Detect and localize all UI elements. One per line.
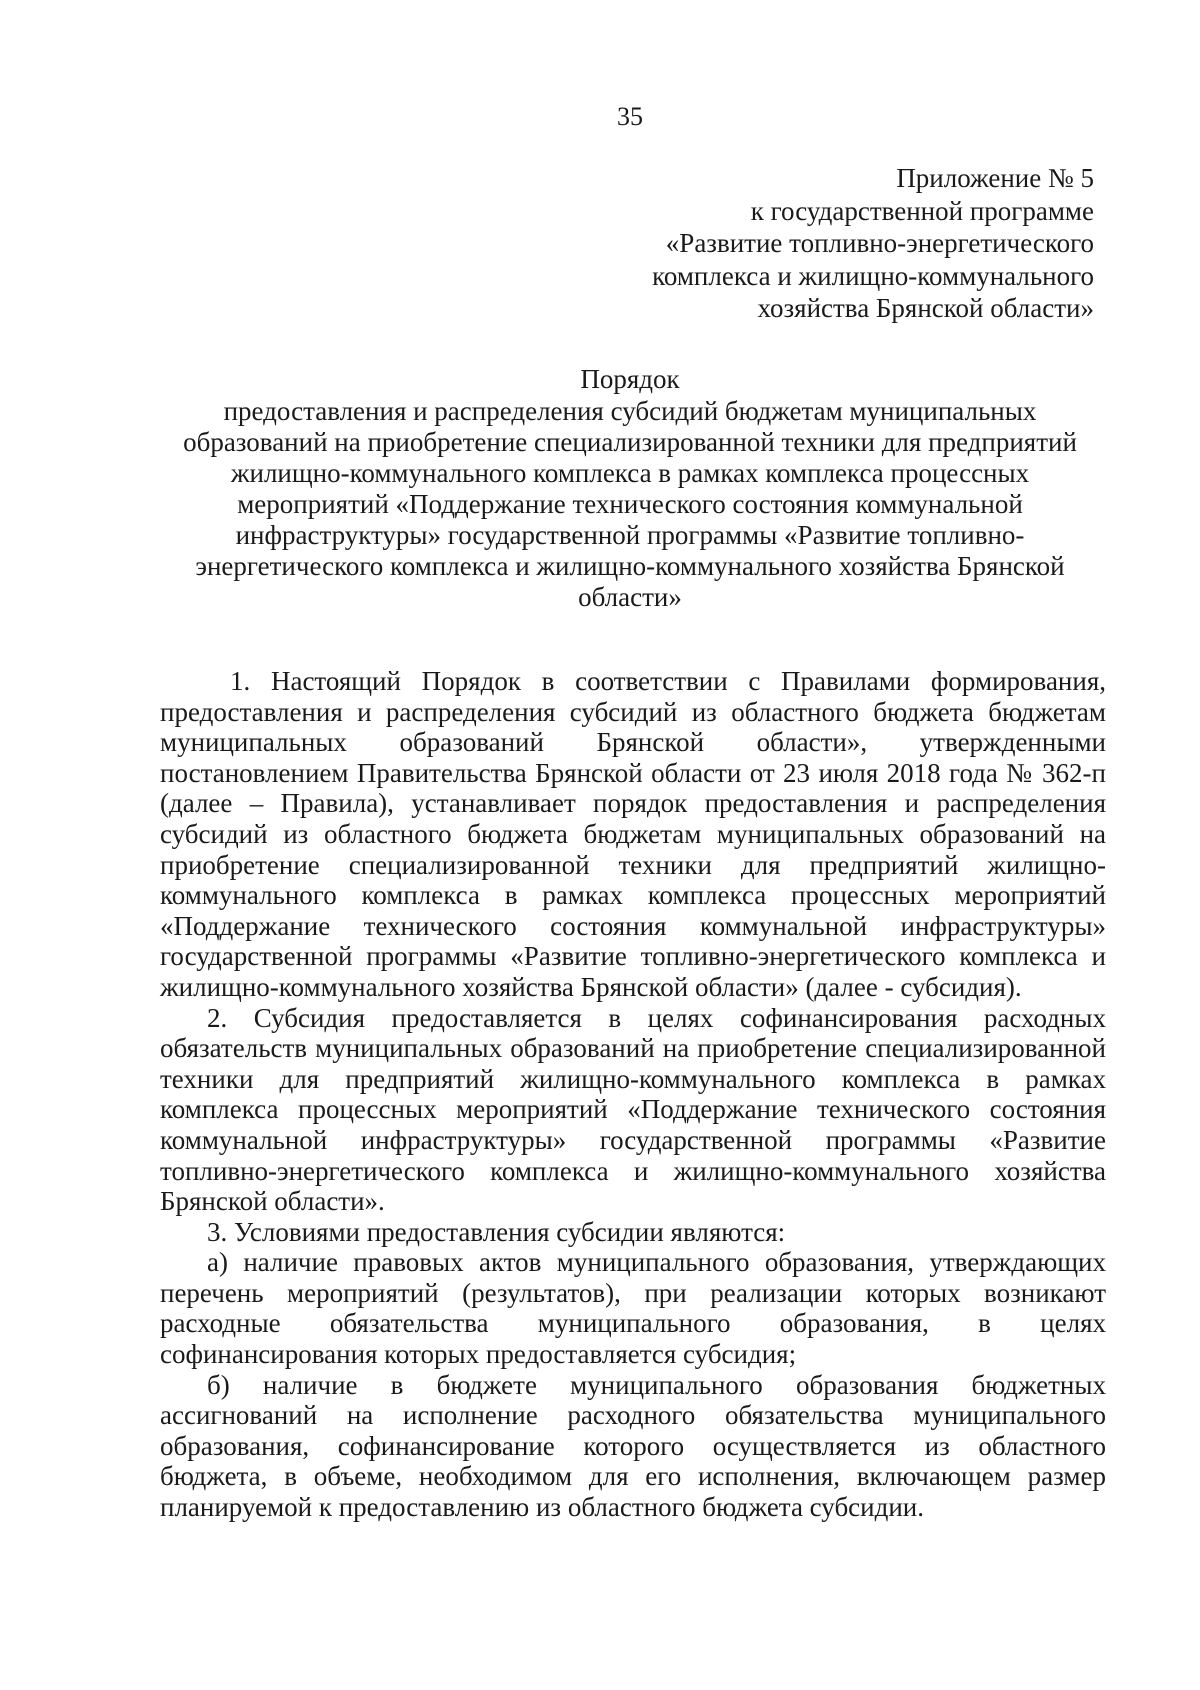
appendix-line: Приложение № 5 (896, 163, 1094, 193)
document-title (150, 364, 1110, 613)
title-line: инфраструктуры» государственной программы «Развитие топливно- (235, 520, 1025, 550)
title-line: предоставления и распределения субсидий бюджетам муниципальных (223, 396, 1037, 426)
appendix-header (652, 162, 1094, 325)
page-number: 35 (617, 102, 643, 131)
appendix-line: к государственной программе (750, 195, 1094, 226)
paragraph-2: 2. Субсидия предоставляется в целях софинансирования расходных обязательств муниципальных образований на приобретение специализированной техники для предприятий жилищно-коммунального комплекса в рамках комплекса процессных мероприятий «Поддержание технического состояния коммунальной инфраструктуры» государственной программы «Развитие топливно-энергетического комплекса и жилищно-коммунального хозяйства Брянской области». (160, 1002, 1106, 1217)
title-heading: Порядок (580, 364, 680, 394)
title-line: жилищно-коммунального комплекса в рамках комплекса процессных (230, 458, 1030, 488)
paragraph-3a: а) наличие правовых актов муниципального образования, утверждающих перечень мероприятий (результатов), при реализации которых возникают расходные обязательства муниципального образования, в целях софинансирования которых предоставляется субсидия; (160, 1247, 1106, 1370)
title-line: мероприятий «Поддержание технического состояния коммунальной (237, 489, 1023, 519)
appendix-line: хозяйства Брянской области» (757, 293, 1094, 323)
paragraph-3b: б) наличие в бюджете муниципального образования бюджетных ассигнований на исполнение расходного обязательства муниципального образования, софинансирование которого осуществляется из областного бюджета, в объеме, необходимом для его исполнения, включающем размер планируемой к предоставлению из областного бюджета субсидии. (160, 1369, 1106, 1523)
appendix-line: комплекса и жилищно-коммунального (652, 260, 1094, 291)
appendix-line: «Развитие топливно-энергетического (665, 228, 1094, 258)
title-line: области» (578, 582, 682, 612)
title-line: энергетического комплекса и жилищно-коммунального хозяйства Брянской (195, 551, 1065, 581)
paragraph-1: 1. Настоящий Порядок в соответствии с Правилами формирования, предоставления и распределения субсидий из областного бюджета бюджетам муниципальных образований Брянской области», утвержденными постановлением Правительства Брянской области от 23 июля 2018 года № 362-п (далее – Правила), устанавливает порядок предоставления и распределения субсидий из областного бюджета бюджетам муниципальных образований на приобретение специализированной техники для предприятий жилищно-коммунального комплекса в рамках комплекса процессных мероприятий «Поддержание технического состояния коммунальной инфраструктуры» государственной программы «Развитие топливно-энергетического комплекса и жилищно-коммунального хозяйства Брянской области» (далее - субсидия). (160, 666, 1106, 1002)
title-line: образований на приобретение специализированной техники для предприятий (183, 427, 1077, 457)
paragraph-3: 3. Условиями предоставления субсидии являются: (207, 1216, 786, 1247)
document-body (160, 666, 1106, 1523)
